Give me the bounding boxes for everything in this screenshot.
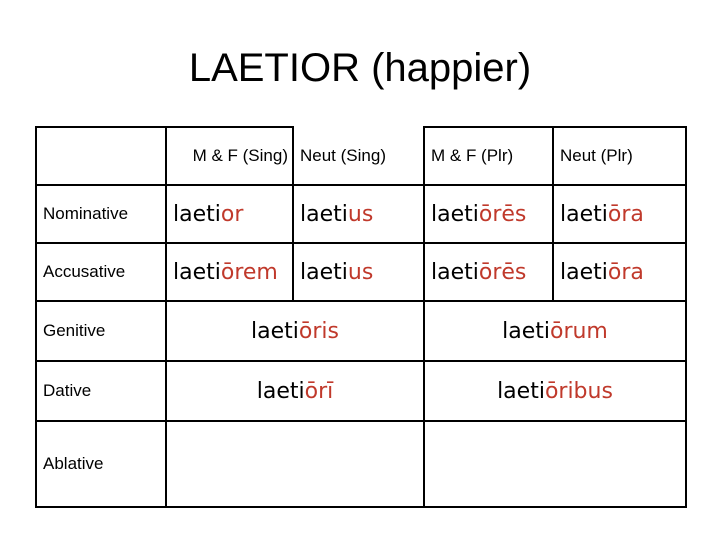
- form-stem: laeti: [497, 378, 545, 404]
- form-stem: laeti: [173, 201, 221, 227]
- case-label: Dative: [36, 361, 166, 421]
- form-ending: ōrum: [549, 318, 608, 344]
- form-cell: [424, 243, 553, 301]
- form-cell: [553, 185, 686, 243]
- case-label: Accusative: [36, 243, 166, 301]
- form-cell: [424, 185, 553, 243]
- form-cell-plural: [424, 421, 686, 507]
- form-cell: [166, 243, 293, 301]
- form-stem: laeti: [560, 201, 608, 227]
- form-cell-singular: [166, 421, 424, 507]
- corner-cell: [36, 127, 166, 185]
- form-stem: laeti: [256, 378, 305, 404]
- form-cell-singular: [166, 361, 424, 421]
- header-neut-plr: Neut (Plr): [553, 127, 686, 185]
- form-stem: laeti: [173, 259, 221, 285]
- form-ending: ōrem: [220, 259, 278, 285]
- form-stem: laeti: [502, 318, 550, 344]
- page-title: LAETIOR (happier): [188, 46, 532, 90]
- form-ending: ōrēs: [478, 201, 527, 227]
- form-stem: laeti: [560, 259, 608, 285]
- form-stem: laeti: [251, 318, 299, 344]
- form-cell: [553, 243, 686, 301]
- form-stem: laeti: [431, 259, 479, 285]
- form-cell: [166, 185, 293, 243]
- form-stem: laeti: [300, 201, 348, 227]
- form-ending: or: [220, 201, 244, 227]
- form-ending: ōra: [607, 259, 644, 285]
- form-ending: ōris: [298, 318, 339, 344]
- form-ending: ōribus: [544, 378, 613, 404]
- form-ending: us: [347, 201, 374, 227]
- form-ending: ōra: [607, 201, 644, 227]
- case-label: Nominative: [36, 185, 166, 243]
- row-nominative: [36, 185, 686, 243]
- form-cell: [293, 185, 424, 243]
- row-genitive: [36, 301, 686, 361]
- form-ending: us: [347, 259, 374, 285]
- header-mf-sing: M & F (Sing): [166, 127, 293, 185]
- form-ending: ōrī: [304, 378, 334, 404]
- case-label: Genitive: [36, 301, 166, 361]
- form-stem: laeti: [431, 201, 479, 227]
- row-ablative: [36, 421, 686, 507]
- form-stem: laeti: [300, 259, 348, 285]
- declension-table: [35, 126, 687, 508]
- form-ending: ōrēs: [478, 259, 527, 285]
- header-mf-plr: M & F (Plr): [424, 127, 553, 185]
- form-cell-singular: [166, 301, 424, 361]
- case-label: Ablative: [36, 421, 166, 507]
- row-dative: [36, 361, 686, 421]
- form-cell-plural: [424, 301, 686, 361]
- row-accusative: [36, 243, 686, 301]
- form-cell-plural: [424, 361, 686, 421]
- form-cell: [293, 243, 424, 301]
- header-row: [36, 127, 686, 185]
- header-neut-sing: Neut (Sing): [293, 127, 424, 185]
